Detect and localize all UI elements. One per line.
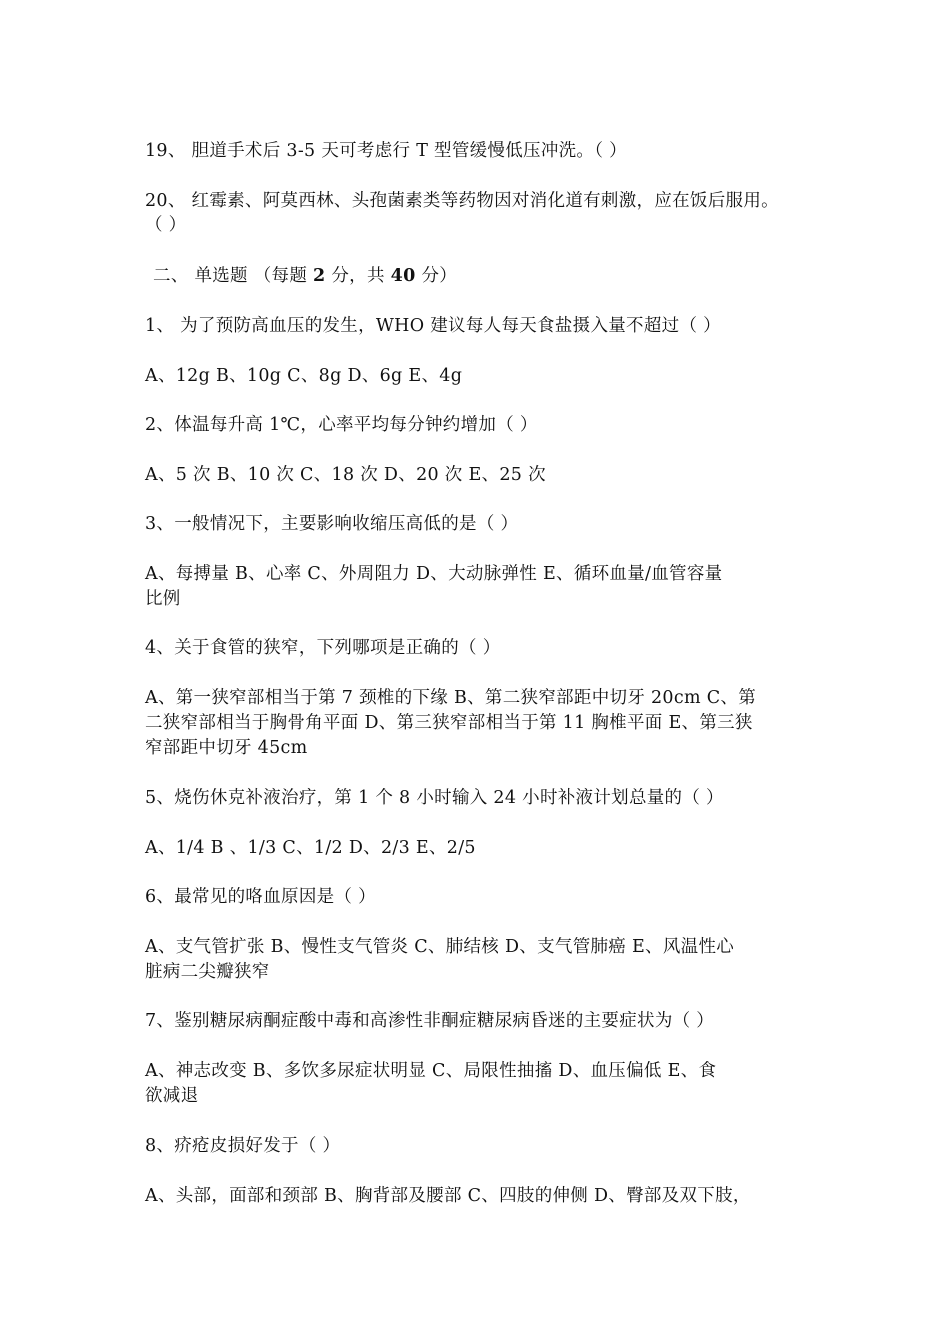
section-title-prefix: 二、 单选题 （每题 [153,266,313,286]
question-2-options: A、5 次 B、10 次 C、18 次 D、20 次 E、25 次 [145,465,546,485]
section-title-suffix: 分） [415,266,458,286]
section-title-points-each: 2 [313,266,326,286]
question-20-continuation: （ ） [145,215,187,235]
question-4-options-line-1: A、第一狭窄部相当于第 7 颈椎的下缘 B、第二狭窄部距中切牙 20cm C、第 [145,688,756,708]
question-19: 19、 胆道手术后 3-5 天可考虑行 T 型管缓慢低压冲洗。（ ） [145,141,627,161]
question-5: 5、烧伤休克补液治疗，第 1 个 8 小时输入 24 小时补液计划总量的（ ） [145,788,724,808]
question-5-options: A、1/4 B 、1/3 C、1/2 D、2/3 E、2/5 [145,838,476,858]
question-4-options-line-2: 二狭窄部相当于胸骨角平面 D、第三狭窄部相当于第 11 胸椎平面 E、第三狭 [145,713,753,733]
question-6: 6、最常见的咯血原因是（ ） [145,887,376,907]
section-title-mid: 分，共 [325,266,391,286]
question-4: 4、关于食管的狭窄，下列哪项是正确的（ ） [145,638,501,658]
question-3-options-continuation: 比例 [145,589,181,609]
question-3: 3、一般情况下，主要影响收缩压高低的是（ ） [145,514,519,534]
question-7: 7、鉴别糖尿病酮症酸中毒和高渗性非酮症糖尿病昏迷的主要症状为（ ） [145,1011,715,1031]
question-20: 20、 红霉素、阿莫西林、头孢菌素类等药物因对消化道有刺激，应在饭后服用。 [145,191,779,211]
question-7-options-line-1: A、神志改变 B、多饮多尿症状明显 C、局限性抽搐 D、血压偏低 E、食 [145,1061,717,1081]
question-1: 1、 为了预防高血压的发生，WHO 建议每人每天食盐摄入量不超过（ ） [145,316,721,336]
question-1-options: A、12g B、10g C、8g D、6g E、4g [145,366,463,386]
section-title-single-choice [153,264,823,289]
question-4-options-line-3: 窄部距中切牙 45cm [145,738,308,758]
question-8: 8、疥疮皮损好发于（ ） [145,1136,341,1156]
question-6-options-line-1: A、支气管扩张 B、慢性支气管炎 C、肺结核 D、支气管肺癌 E、风温性心 [145,937,735,957]
question-3-options: A、每搏量 B、心率 C、外周阻力 D、大动脉弹性 E、循环血量/血管容量 [145,564,723,584]
question-8-options: A、头部，面部和颈部 B、胸背部及腰部 C、四肢的伸侧 D、臀部及双下肢， [145,1186,751,1206]
question-7-options-line-2: 欲减退 [145,1086,199,1106]
section-title-points-total: 40 [390,266,416,286]
question-6-options-line-2: 脏病二尖瓣狭窄 [145,962,270,982]
question-2: 2、体温每升高 1℃，心率平均每分钟约增加（ ） [145,415,538,435]
